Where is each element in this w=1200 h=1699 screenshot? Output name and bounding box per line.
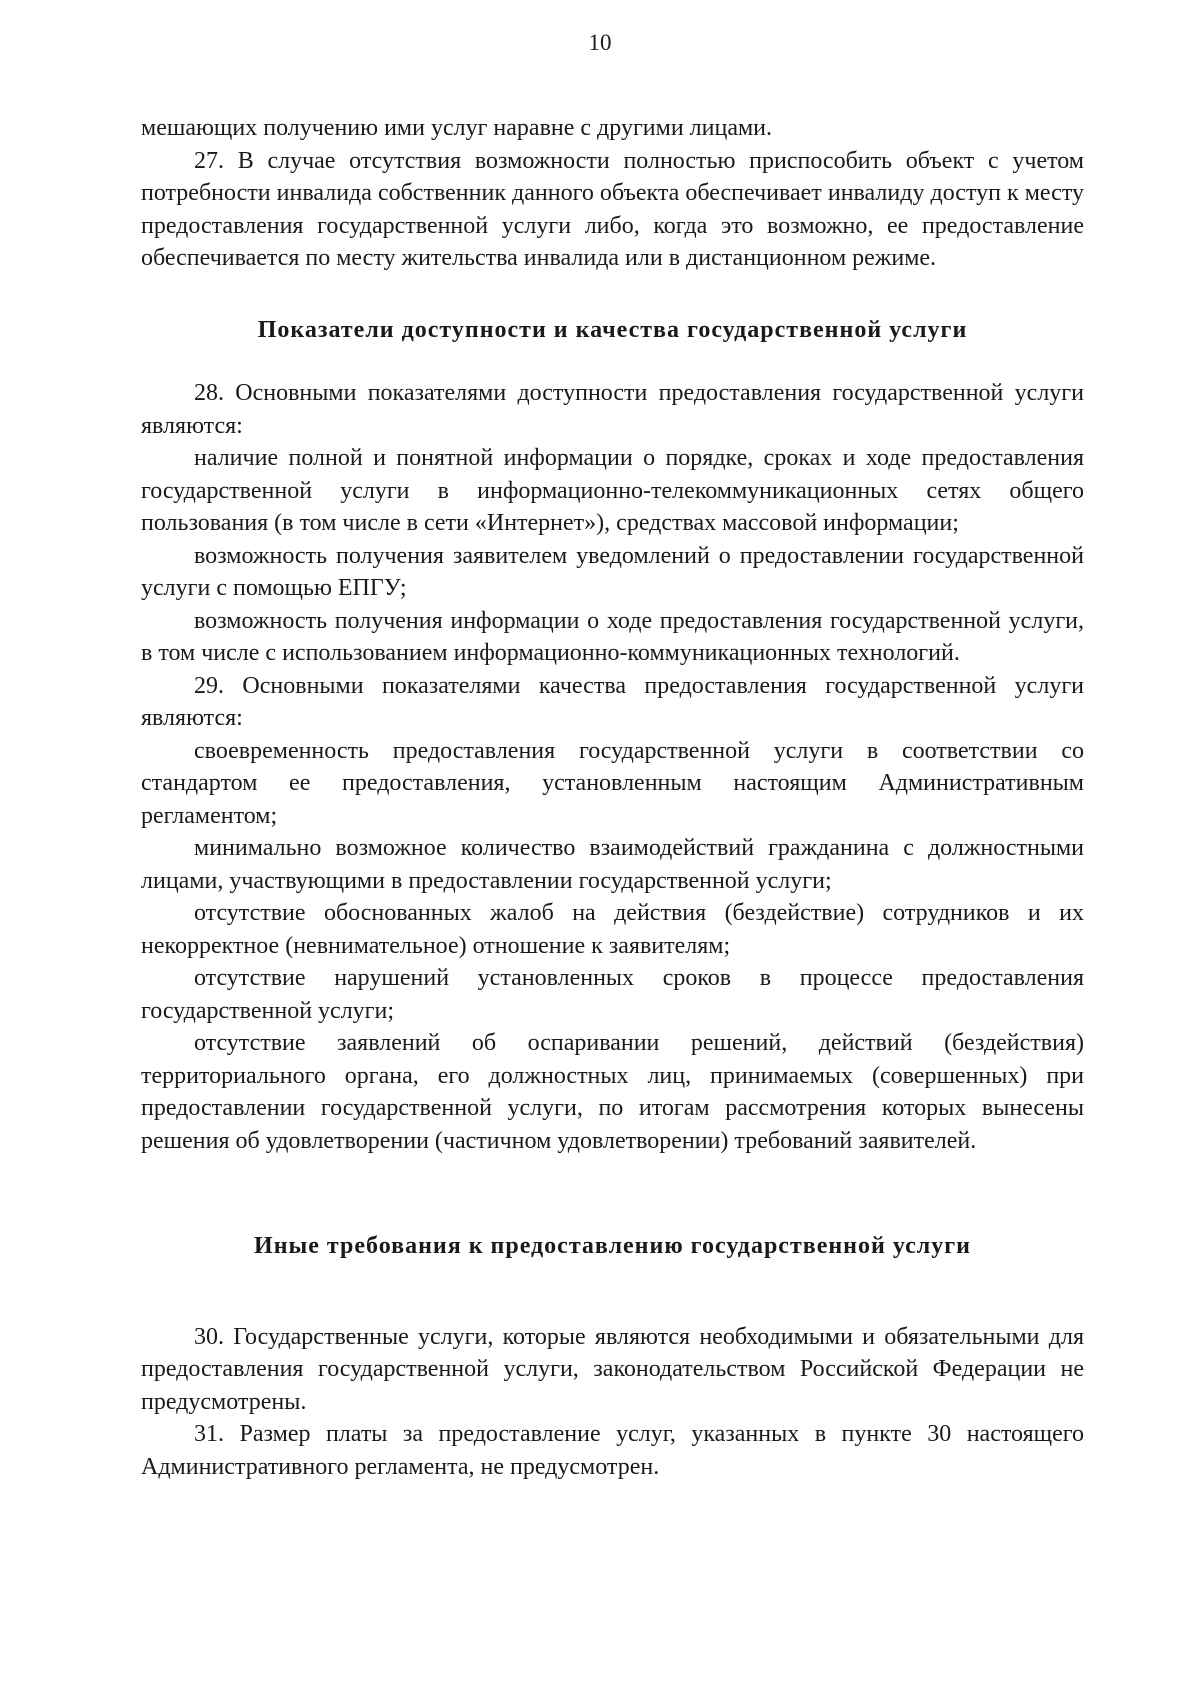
paragraph-28: 28. Основными показателями доступности предоставления государственной услуги являются: bbox=[141, 380, 1084, 439]
section-heading-other-requirements: Иные требования к предоставлению государственной услуги bbox=[254, 1233, 971, 1259]
list-item-min-interactions: минимально возможное количество взаимодействий гражданина с должностными лицами, участвующими в предоставлении государственной услуги; bbox=[141, 835, 1084, 894]
list-item-timeliness: своевременность предоставления государственной услуги в соответствии со стандартом ее предоставления, установленным настоящим Административным регламентом; bbox=[141, 737, 1084, 829]
list-item-no-complaints: отсутствие обоснованных жалоб на действия (бездействие) сотрудников и их некорректное (невнимательное) отношение к заявителям; bbox=[141, 900, 1084, 959]
section-heading-availability-quality: Показатели доступности и качества государственной услуги bbox=[257, 316, 968, 343]
paragraph-31: 31. Размер платы за предоставление услуг, указанных в пункте 30 настоящего Административного регламента, не предусмотрен. bbox=[141, 1421, 1084, 1480]
paragraph-29: 29. Основными показателями качества предоставления государственной услуги являются: bbox=[141, 672, 1084, 731]
paragraph-continuation: мешающих получению ими услуг наравне с другими лицами. bbox=[141, 115, 773, 141]
paragraph-30: 30. Государственные услуги, которые являются необходимыми и обязательными для предоставления государственной услуги, законодательством Российской Федерации не предусмотрены. bbox=[141, 1323, 1084, 1415]
list-item-no-deadline-violations: отсутствие нарушений установленных сроков в процессе предоставления государственной услуги; bbox=[141, 965, 1084, 1024]
paragraph-27: 27. В случае отсутствия возможности полностью приспособить объект с учетом потребности инвалида собственник данного объекта обеспечивает инвалиду доступ к месту предоставления государственной услуги либо, когда это возможно, ее предоставление обеспечивается по месту жительства инвалида или в дистанционном режиме. bbox=[141, 147, 1084, 271]
list-item-no-appeals: отсутствие заявлений об оспаривании решений, действий (бездействия) территориального органа, его должностных лиц, принимаемых (совершенных) при предоставлении государственной услуги, по итогам рассмотрения которых вынесены решения об удовлетворении (частичном удовлетворении) требований заявителей. bbox=[141, 1030, 1084, 1154]
list-item-info-availability: наличие полной и понятной информации о порядке, сроках и ходе предоставления государственной услуги в информационно-телекоммуникационных сетях общего пользования (в том числе в сети «Интернет»), средствах массовой информации; bbox=[141, 445, 1084, 536]
list-item-progress-info: возможность получения информации о ходе предоставления государственной услуги, в том числе с использованием информационно-коммуникационных технологий. bbox=[141, 607, 1084, 666]
page-body bbox=[141, 112, 1084, 1483]
page-number: 10 bbox=[588, 30, 612, 55]
list-item-notifications-epgu: возможность получения заявителем уведомлений о предоставлении государственной услуги с помощью ЕПГУ; bbox=[141, 542, 1084, 601]
